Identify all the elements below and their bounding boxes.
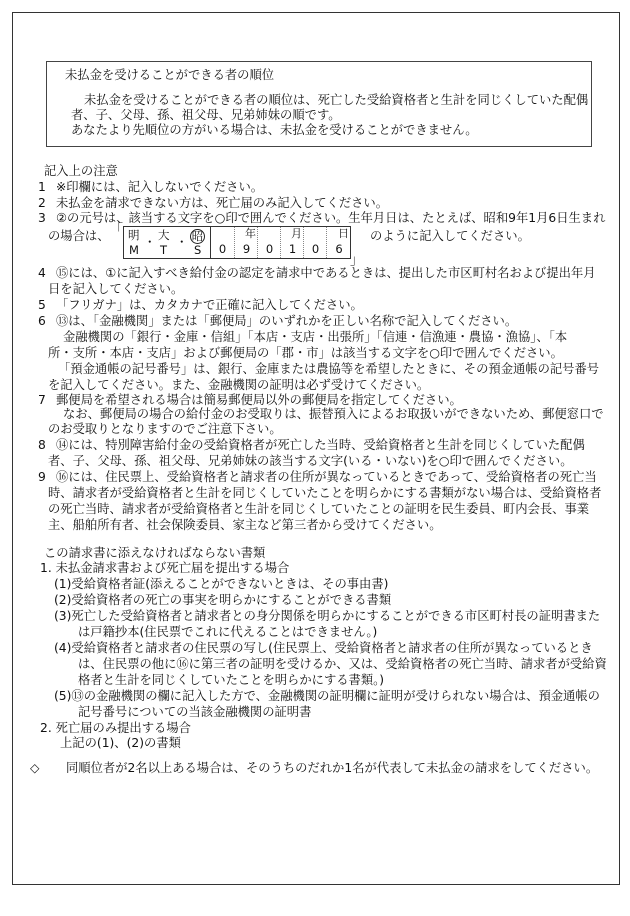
- note-text: 未払金を請求できない方は、死亡届のみ記入してください。: [56, 196, 389, 210]
- note-number: 2: [38, 196, 46, 210]
- note-text: の場合は、: [48, 229, 110, 243]
- note-number: 1: [38, 180, 46, 194]
- note-text: 金融機関の「銀行・金庫・信組」「本店・支店・出張所」「信連・信漁連・農協・漁協」、「本: [63, 330, 568, 344]
- note-number: 4: [38, 266, 46, 280]
- note-text: 者、子、父母、孫、祖父母、兄弟姉妹の該当する文字(いる・いない)を○印で囲んでください。: [48, 454, 573, 468]
- note-text: なお、郵便局の場合の給付金のお受取りは、振替預入によるお取扱いができないため、郵便窓口で: [63, 407, 604, 421]
- note-text: ⑬は、「金融機関」または「郵便局」のいずれかを正しい名称で記入してください。: [56, 314, 518, 328]
- note-number: 3: [38, 211, 46, 225]
- note-number: 6: [38, 314, 46, 328]
- note-text: のお受取りとなりますのでご注意下さい。: [48, 422, 282, 436]
- notes-heading: 記入上の注意: [44, 164, 118, 178]
- document-item: (2)受給資格者の死亡の事実を明らかにすることができる書類: [54, 593, 392, 607]
- unit-day: 日: [338, 227, 349, 240]
- unit-month: 月: [291, 227, 302, 240]
- note-text: 「預金通帳の記号番号」は、銀行、金庫または農協等を希望したときに、その預金通帳の記号番号: [58, 362, 600, 376]
- note-text: 郵便局を希望される場合は簡易郵便局以外の郵便局を指定してください。: [56, 393, 462, 407]
- note-text: ⑭には、特別障害給付金の受給資格者が死亡した当時、受給資格者と生計を同じくしていた配偶: [56, 438, 585, 452]
- era-selector: [124, 227, 211, 258]
- case1-label: 1. 未払金請求書および死亡届を提出する場合: [40, 561, 290, 575]
- digit: 0: [265, 242, 274, 256]
- document-item: (1)受給資格者証(添えることができないときは、その事由書): [54, 577, 389, 591]
- note-number: 9: [38, 470, 46, 484]
- note-text: 時、請求者が受給資格者と生計を同じくしていたことを明らかにする書類がない場合は、受給資格者: [48, 486, 602, 500]
- note-text: ②の元号は、該当する文字を○印で囲んでください。生年月日は、たとえば、昭和9年1月6日生まれ: [56, 211, 606, 225]
- diamond-icon: ◇: [30, 761, 40, 775]
- note-text: ⑯には、住民票上、受給資格者と請求者の住所が異なっているときであって、受給資格者の死亡当: [56, 470, 597, 484]
- note-text: ⑮には、①に記入すべき給付金の認定を請求中であるときは、提出した市区町村名および提出年月: [56, 266, 596, 280]
- digit: 0: [311, 242, 320, 256]
- note-text: 「フリガナ」は、カタカナで正確に記入してください。: [56, 298, 363, 312]
- era-showa-circled: 昭: [191, 229, 204, 243]
- note-number: 8: [38, 438, 46, 452]
- era-dot: ・: [176, 235, 188, 249]
- note-text: を記入してください。また、金融機関の証明は必ず受けてください。: [48, 378, 430, 392]
- order-box-title: 未払金を受けることができる者の順位: [65, 68, 275, 82]
- document-item: 記号番号についての当該金融機関の証明書: [78, 705, 312, 719]
- note-text: 主、船舶所有者、社会保険委員、家主など第三者から受けてください。: [48, 518, 442, 532]
- note-text: 日を記入してください。: [48, 282, 184, 296]
- note-text: の死亡当時、請求者が受給資格者と生計を同じくしていたことの証明を民生委員、町内会長、事業: [48, 502, 590, 516]
- era-code: T: [160, 243, 168, 257]
- document-item: 格者と生計を同じくしていたことを明らかにする書類。): [78, 673, 385, 687]
- case2-label: 2. 死亡届のみ提出する場合: [40, 721, 191, 735]
- order-box-line: あなたより先順位の方がいる場合は、未払金を受けることができません。: [71, 123, 478, 137]
- note-text: ※印欄には、記入しないでください。: [56, 180, 264, 194]
- digit: 9: [242, 242, 251, 256]
- footer-note: 同順位者が2名以上ある場合は、そのうちのだれか1名が代表して未払金の請求をしてください。: [66, 761, 599, 775]
- digit: 1: [288, 242, 297, 256]
- note-text: のように記入してください。: [370, 229, 530, 243]
- case2-text: 上記の(1)、(2)の書類: [60, 736, 181, 750]
- era-code: S: [194, 243, 202, 257]
- era-meiji: 明: [128, 228, 140, 242]
- document-item: (3)死亡した受給資格者と請求者との身分関係を明らかにすることができる市区町村長の証明書また: [54, 609, 601, 623]
- era-code: M: [129, 243, 139, 257]
- documents-heading: この請求書に添えなければならない書類: [44, 546, 266, 560]
- open-bracket: 「: [110, 223, 124, 238]
- document-item: は、住民票の他に⑯に第三者の証明を受けるか、又は、受給資格者の死亡当時、請求者が受給資: [78, 657, 607, 671]
- order-box-line: 未払金を受けることができる者の順位は、死亡した受給資格者と生計を同じくしていた配偶: [84, 93, 589, 107]
- digit: 6: [335, 242, 343, 256]
- document-item: は戸籍抄本(住民票でこれに代えることはできません。): [78, 625, 378, 639]
- era-taisho: 大: [158, 228, 170, 242]
- digit: 0: [218, 242, 227, 256]
- document-item: (4)受給資格者と請求者の住民票の写し(住民票上、受給資格者と請求者の住所が異なっているとき: [54, 641, 593, 655]
- note-number: 5: [38, 298, 46, 312]
- note-text: 所・支所・本店・支店」および郵便局の「郡・市」は該当する文字を○印で囲んでください。: [48, 346, 563, 360]
- document-item: (5)⑬の金融機関の欄に記入した方で、金融機関の証明欄に証明が受けられない場合は、預金通帳の: [54, 689, 600, 703]
- note-number: 7: [38, 393, 46, 407]
- unit-year: 年: [245, 227, 256, 240]
- birthdate-example: [123, 226, 351, 259]
- era-dot: ・: [144, 235, 156, 249]
- order-box-line: 者、子、父母、孫、祖父母、兄弟姉妹の順です。: [71, 108, 341, 122]
- close-bracket: 」: [350, 253, 364, 268]
